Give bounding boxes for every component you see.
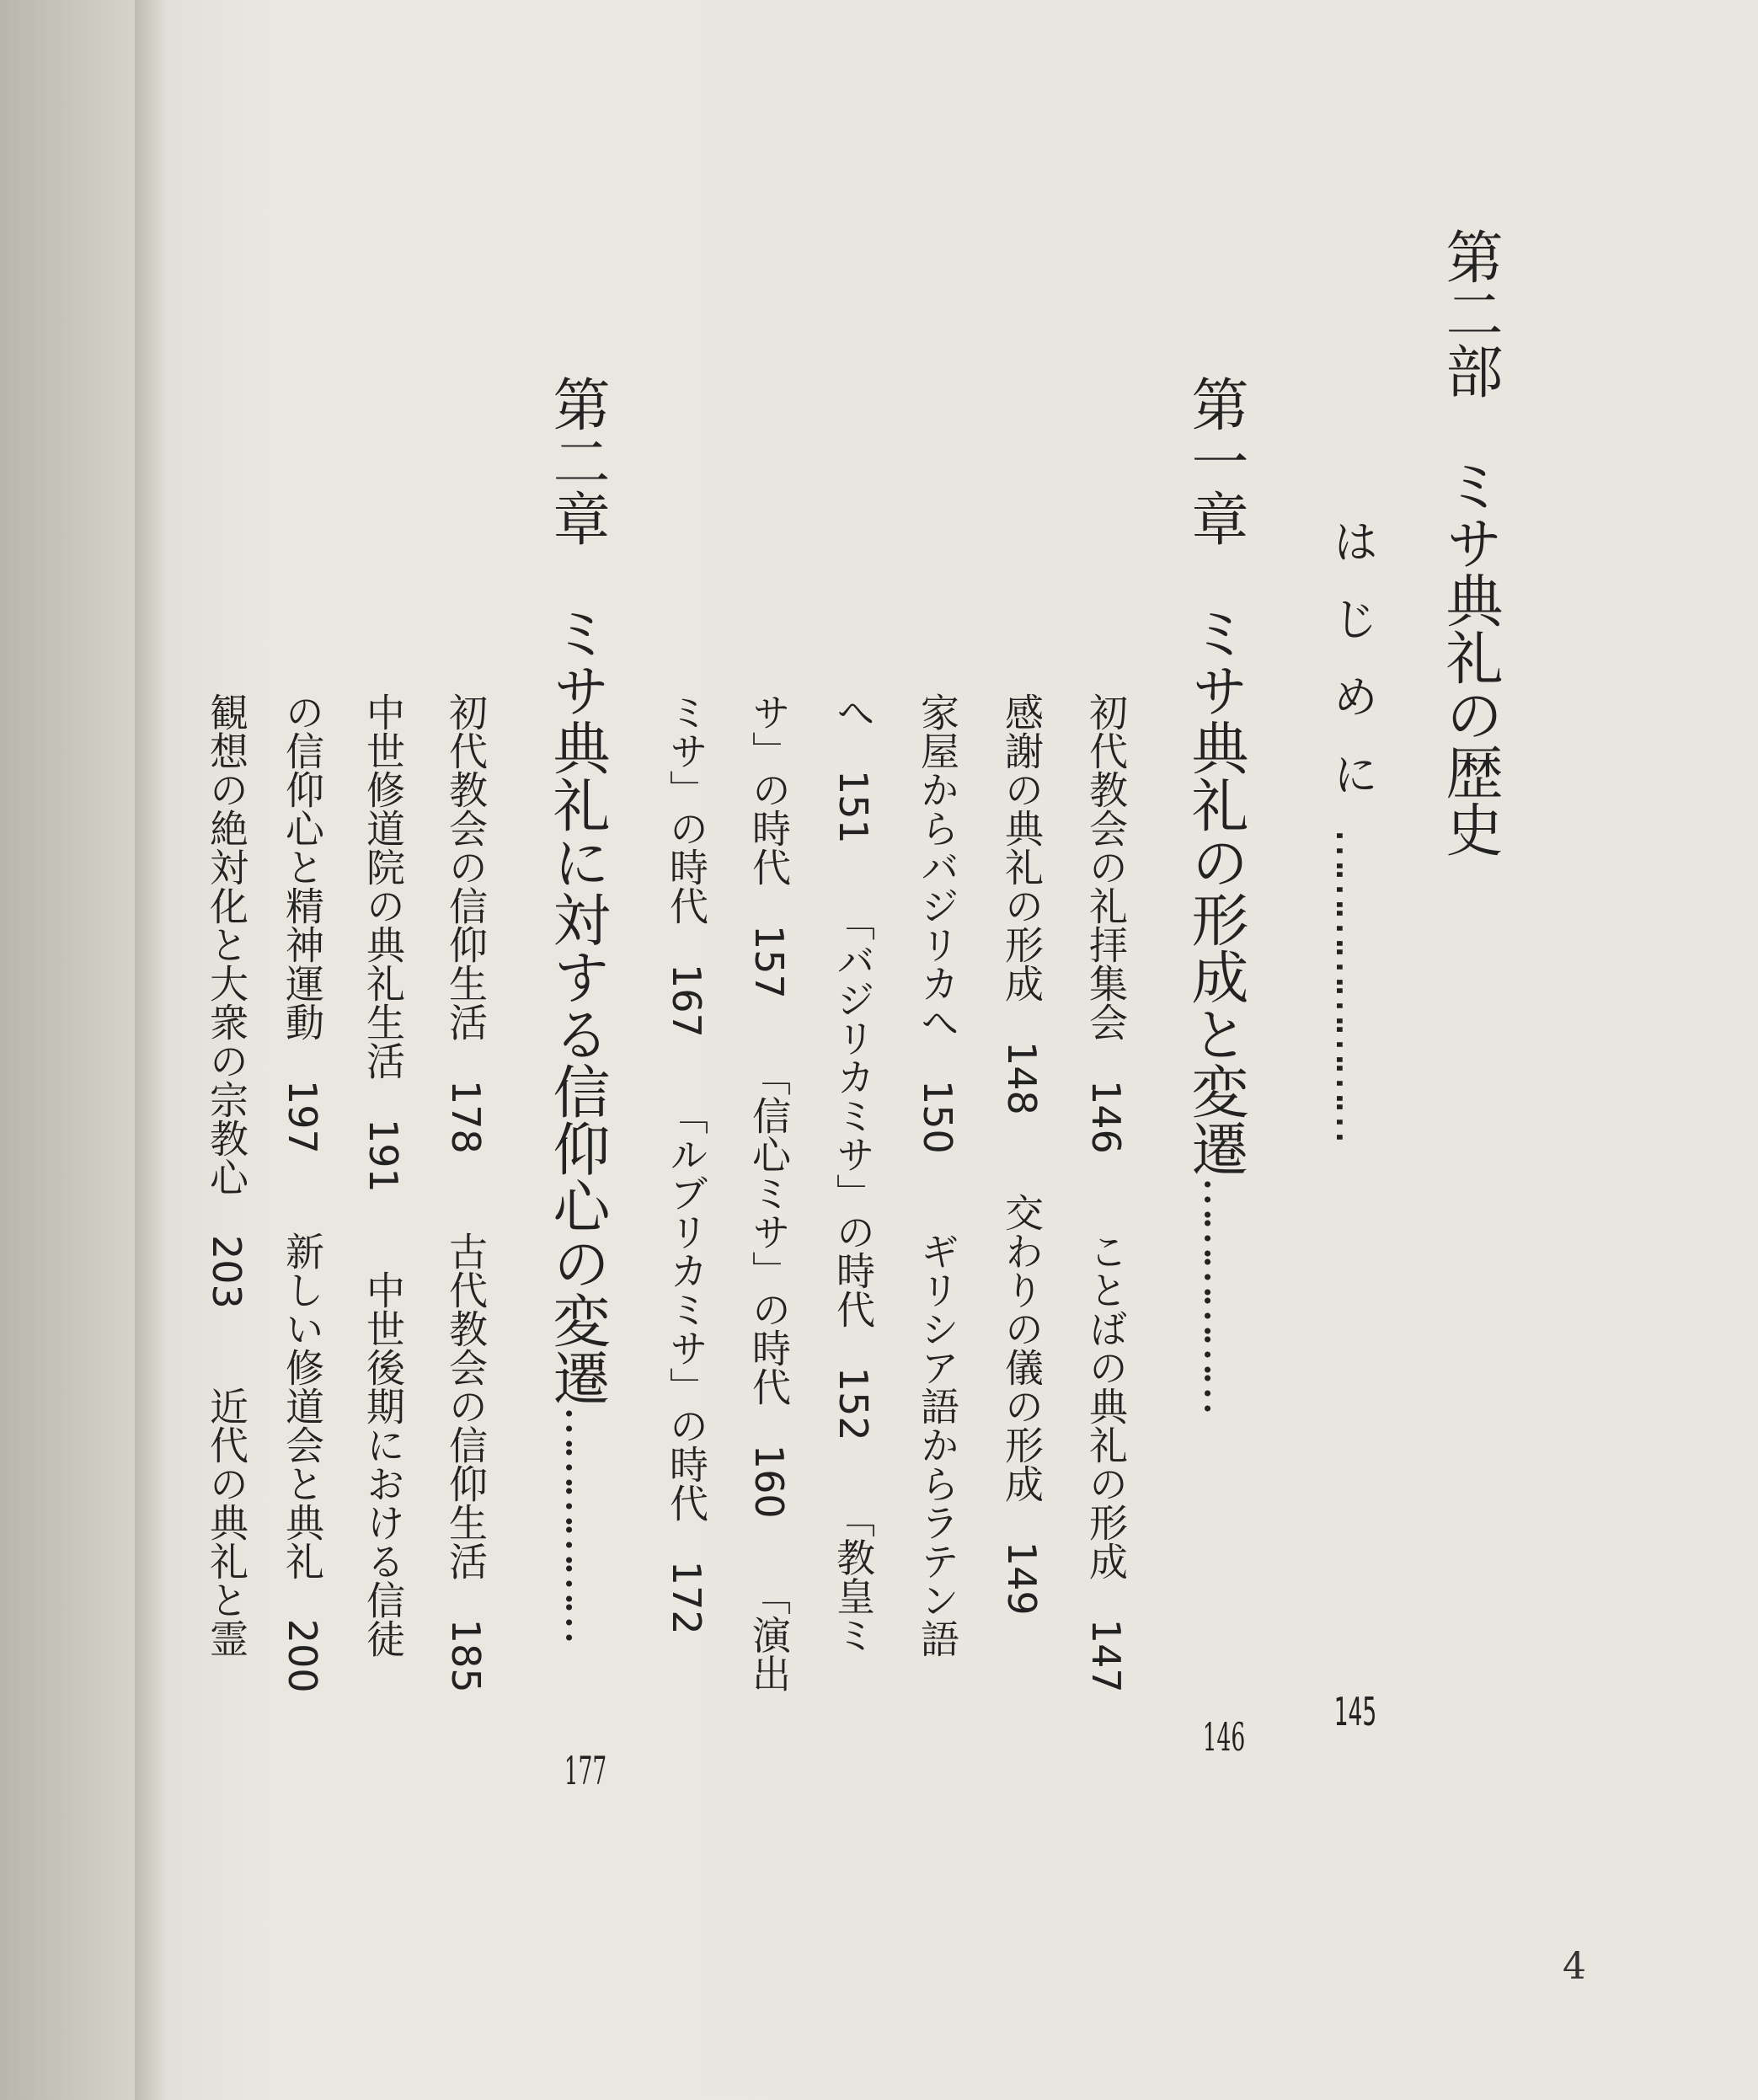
part-heading (1436, 227, 1503, 858)
part-label: 第二部 (1436, 227, 1503, 399)
chapter2-line-2: 中世修道院の典礼生活 191 中世後期における信徒 (361, 692, 406, 1658)
chapter1-line-3: 家屋からバジリカへ 150 ギリシア語からラテン語 (915, 692, 960, 1658)
chapter2-page: 177 (564, 1751, 607, 1790)
chapter1-line-2: 感謝の典礼の形成 148 交わりの儀の形成 149 (999, 692, 1045, 1616)
chapter2-heading (543, 375, 610, 1790)
chapter1-line-6: ミサ」の時代 167 「ルブリカミサ」の時代 172 (664, 692, 709, 1635)
part-title: ミサ典礼の歴史 (1436, 457, 1503, 858)
chapter2-leader: ……………… (556, 1406, 609, 1638)
chapter1-title: ミサ典礼の形成と変遷 (1182, 604, 1248, 1177)
intro-leader: …………………… (1326, 828, 1379, 1138)
chapter1-heading (1182, 375, 1248, 1756)
chapter1-line-5: サ」の時代 157 「信心ミサ」の時代 160 「演出 (746, 692, 792, 1693)
chapter2-title: ミサ典礼に対する信仰心の変遷 (543, 604, 610, 1406)
chapter1-line-4: へ 151 「バジリカミサ」の時代 152 「教皇ミ (831, 692, 876, 1654)
chapter2-label: 第二章 (543, 375, 610, 547)
chapter1-line-1: 初代教会の礼拝集会 146 ことばの典礼の形成 147 (1083, 692, 1129, 1693)
intro-page: 145 (1333, 1692, 1377, 1731)
chapter2-line-4: 観想の絶対化と大衆の宗教心 203 近代の典礼と霊 (204, 692, 249, 1658)
intro-title: はじめに (1326, 518, 1379, 828)
chapter1-leader: ……………… (1194, 1177, 1248, 1409)
chapter2-line-3: の信仰心と精神運動 197 新しい修道会と典礼 200 (280, 692, 325, 1693)
toc-entry-intro (1326, 518, 1379, 1731)
chapter1-label: 第一章 (1182, 375, 1248, 547)
chapter2-line-1: 初代教会の信仰生活 178 古代教会の信仰生活 185 (443, 692, 489, 1693)
page-number: 4 (1563, 1945, 1586, 1988)
chapter1-page: 146 (1202, 1718, 1246, 1756)
